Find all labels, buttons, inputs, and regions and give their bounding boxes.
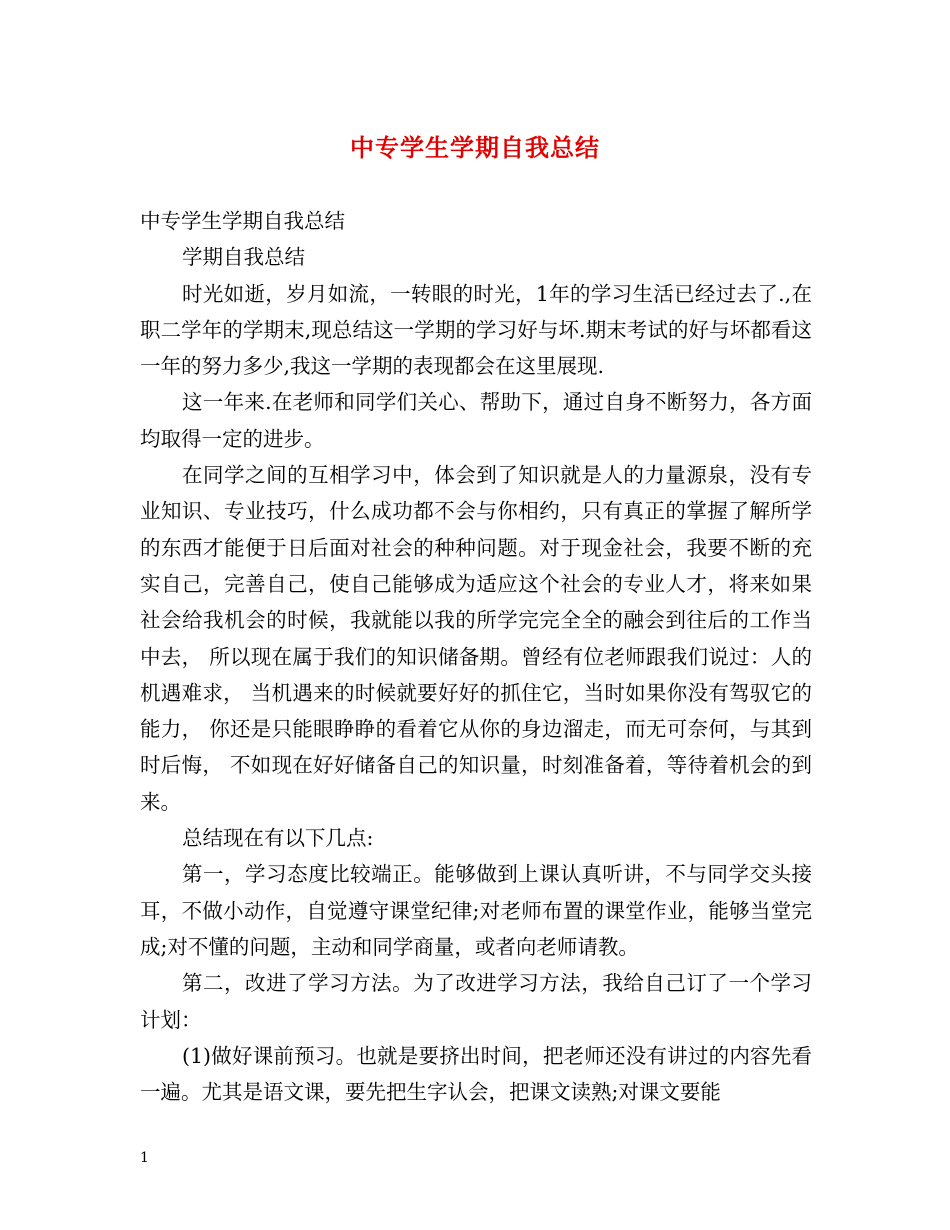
page-number: 1 <box>140 1150 149 1166</box>
paragraph-point-one: 第一，学习态度比较端正。能够做到上课认真听讲，不与同学交头接耳，不做小动作，自觉遵守课堂纪律;对老师布置的课堂作业，能够当堂完成;对不懂的问题，主动和同学商量，或者向老师请教。 <box>140 862 812 959</box>
paragraph-heading: 中专学生学期自我总结 <box>140 209 345 233</box>
paragraph-knowledge: 在同学之间的互相学习中，体会到了知识就是人的力量源泉，没有专业知识、专业技巧，什么成功都不会与你相约，只有真正的掌握了解所学的东西才能便于日后面对社会的种种问题。对于现金社会，我要不断的充实自己，完善自己，使自己能够成为适应这个社会的专业人才，将来如果社会给我机会的时候，我就能以我的所学完完全全的融会到往后的工作当中去， 所以现在属于我们的知识储备期。曾经有位老师跟我们说过：人的机遇难求， 当机遇来的时候就要好好的抓住它，当时如果你没有驾驭它的能力， 你还是只能眼睁睁的看着它从你的身边溜走，而无可奈何，与其到时后悔， 不如现在好好储备自己的知识量，时刻准备着，等待着机会的到来。 <box>140 463 812 814</box>
paragraph-point-two: 第二，改进了学习方法。为了改进学习方法，我给自己订了一个学习计划： <box>140 971 812 1032</box>
document-title: 中专学生学期自我总结 <box>350 133 600 162</box>
paragraph-plan-item-one: (1)做好课前预习。也就是要挤出时间，把老师还没有讲过的内容先看一遍。尤其是语文课，要先把生字认会，把课文读熟;对课文要能 <box>140 1043 812 1105</box>
paragraph-intro: 时光如逝，岁月如流，一转眼的时光，1年的学习生活已经过去了.,在职二学年的学期末,现总结这一学期的学习好与坏.期末考试的好与坏都看这一年的努力多少,我这一学期的表现都会在这里展现. <box>140 281 812 379</box>
document-body <box>140 203 812 1110</box>
paragraph-summary-points: 总结现在有以下几点: <box>182 826 374 851</box>
paragraph-progress: 这一年来.在老师和同学们关心、帮助下，通过自身不断努力，各方面均取得一定的进步。 <box>140 390 812 451</box>
paragraph-subheading: 学期自我总结 <box>182 245 305 270</box>
